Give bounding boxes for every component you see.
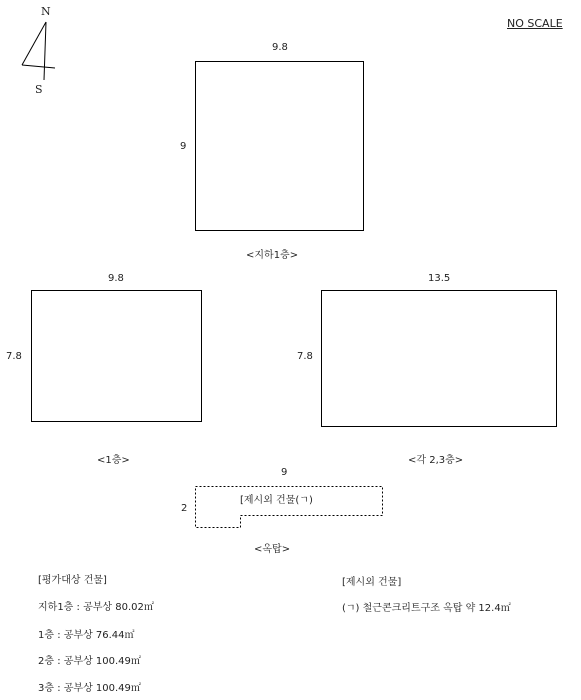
scale-note: NO SCALE (507, 17, 563, 30)
floor23-caption: <각 2,3층> (408, 455, 464, 466)
legend-extra-item: (ㄱ) 철근콘크리트구조 옥탑 약 12.4㎡ (342, 603, 511, 614)
floor23-height-label: 7.8 (297, 351, 313, 362)
basement-caption: <지하1층> (246, 250, 299, 261)
floor1-height-label: 7.8 (6, 351, 22, 362)
legend-appraisal-title: [평가대상 건물] (38, 575, 107, 586)
compass-north-label: N (41, 5, 51, 18)
legend-appraisal-item: 지하1층 : 공부상 80.02㎡ (38, 602, 154, 613)
legend-extra-title: [제시외 건물] (342, 577, 402, 588)
rooftop-height-label: 2 (181, 503, 188, 514)
floor1-width-label: 9.8 (108, 273, 124, 284)
floor23-width-label: 13.5 (428, 273, 451, 284)
legend-appraisal-item: 3층 : 공부상 100.49㎡ (38, 683, 141, 694)
basement-width-label: 9.8 (272, 42, 288, 53)
rooftop-inner-label: [제시외 건물(ㄱ) (240, 495, 313, 506)
rooftop-width-label: 9 (281, 467, 288, 478)
rooftop-caption: <옥탑> (254, 544, 291, 555)
legend-appraisal-item: 2층 : 공부상 100.49㎡ (38, 656, 141, 667)
compass-south-label: S (35, 83, 43, 96)
floor1-caption: <1층> (97, 455, 130, 466)
legend-appraisal-item: 1층 : 공부상 76.44㎡ (38, 630, 135, 641)
basement-height-label: 9 (180, 141, 187, 152)
